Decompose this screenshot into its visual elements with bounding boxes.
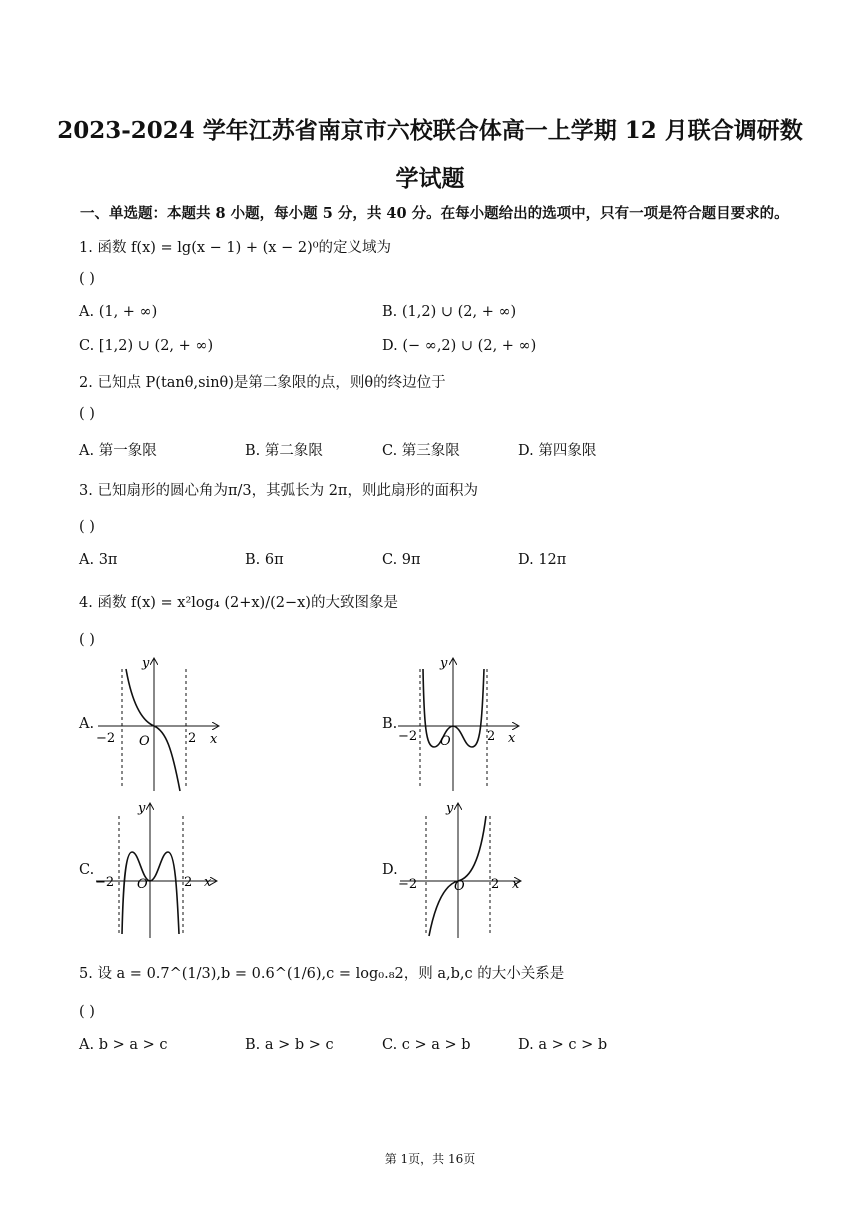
pos2-label: 2 <box>491 877 500 892</box>
question-3-option-b[interactable]: B. 6π <box>245 552 284 568</box>
question-5-option-b[interactable]: B. a > b > c <box>245 1037 334 1053</box>
origin-label: O <box>139 734 150 749</box>
x-axis-label: x <box>512 877 520 892</box>
origin-label: O <box>440 734 451 749</box>
question-2-option-a[interactable]: A. 第一象限 <box>79 443 157 459</box>
question-3-option-a[interactable]: A. 3π <box>79 552 118 568</box>
question-3-option-c[interactable]: C. 9π <box>382 552 421 568</box>
question-1-option-a[interactable]: A. (1, + ∞) <box>79 304 158 320</box>
x-axis-label: x <box>204 875 212 890</box>
question-5-option-d[interactable]: D. a > c > b <box>518 1037 608 1053</box>
question-2-option-b[interactable]: B. 第二象限 <box>245 443 323 459</box>
question-1-option-d[interactable]: D. (− ∞,2) ∪ (2, + ∞) <box>382 338 537 354</box>
question-5-stem: 5. 设 a = 0.7^(1/3),b = 0.6^(1/6),c = log₀.₈2，则 a,b,c 的大小关系是 <box>79 966 565 982</box>
question-1-option-c[interactable]: C. [1,2) ∪ (2, + ∞) <box>79 338 214 354</box>
y-axis-label: y <box>446 801 454 816</box>
pos2-label: 2 <box>487 729 496 744</box>
question-5-answer-paren: ( ) <box>79 1004 95 1020</box>
graph-option-a <box>94 655 224 793</box>
origin-label: O <box>454 879 465 894</box>
origin-label: O <box>137 877 148 892</box>
x-axis-label: x <box>508 731 516 746</box>
question-3-stem: 3. 已知扇形的圆心角为π/3，其弧长为 2π，则此扇形的面积为 <box>79 483 478 499</box>
section-header: 一、单选题：本题共 8 小题，每小题 5 分，共 40 分。在每小题给出的选项中，只有一项是符合题目要求的。 <box>80 205 789 222</box>
graph-option-b <box>396 655 526 793</box>
y-axis-label: y <box>138 801 146 816</box>
question-1-answer-paren: ( ) <box>79 271 95 287</box>
question-2-stem: 2. 已知点 P(tanθ,sinθ)是第二象限的点，则θ的终边位于 <box>79 375 446 391</box>
y-axis-label: y <box>440 656 448 671</box>
page-title-line2: 学试题 <box>395 165 465 192</box>
neg2-label: −2 <box>96 731 116 746</box>
pos2-label: 2 <box>184 875 193 890</box>
question-4-option-d[interactable]: D. <box>382 862 398 878</box>
neg2-label: −2 <box>95 875 115 890</box>
graph-option-c <box>92 800 222 940</box>
question-2-option-c[interactable]: C. 第三象限 <box>382 443 460 459</box>
page-title-line1: 2023-2024 学年江苏省南京市六校联合体高一上学期 12 月联合调研数 <box>57 117 803 144</box>
question-1-option-b[interactable]: B. (1,2) ∪ (2, + ∞) <box>382 304 517 320</box>
x-axis-label: x <box>210 732 218 747</box>
page-footer: 第 1页，共 16页 <box>384 1152 476 1166</box>
question-4-option-c[interactable]: C. <box>79 862 95 878</box>
question-2-option-d[interactable]: D. 第四象限 <box>518 443 597 459</box>
question-5-option-c[interactable]: C. c > a > b <box>382 1037 471 1053</box>
question-1-stem: 1. 函数 f(x) = lg(x − 1) + (x − 2)⁰的定义域为 <box>79 240 392 256</box>
pos2-label: 2 <box>188 731 197 746</box>
question-3-answer-paren: ( ) <box>79 519 95 535</box>
question-2-answer-paren: ( ) <box>79 406 95 422</box>
curve <box>126 669 180 791</box>
question-3-option-d[interactable]: D. 12π <box>518 552 567 568</box>
question-4-option-a[interactable]: A. <box>79 716 95 732</box>
y-axis-label: y <box>142 656 150 671</box>
question-5-option-a[interactable]: A. b > a > c <box>79 1037 168 1053</box>
question-4-option-b[interactable]: B. <box>382 716 398 732</box>
neg2-label: −2 <box>398 729 418 744</box>
question-4-stem: 4. 函数 f(x) = x²log₄ (2+x)/(2−x)的大致图象是 <box>79 595 398 611</box>
question-4-answer-paren: ( ) <box>79 632 95 648</box>
graph-option-d <box>398 800 528 940</box>
neg2-label: −2 <box>398 877 418 892</box>
